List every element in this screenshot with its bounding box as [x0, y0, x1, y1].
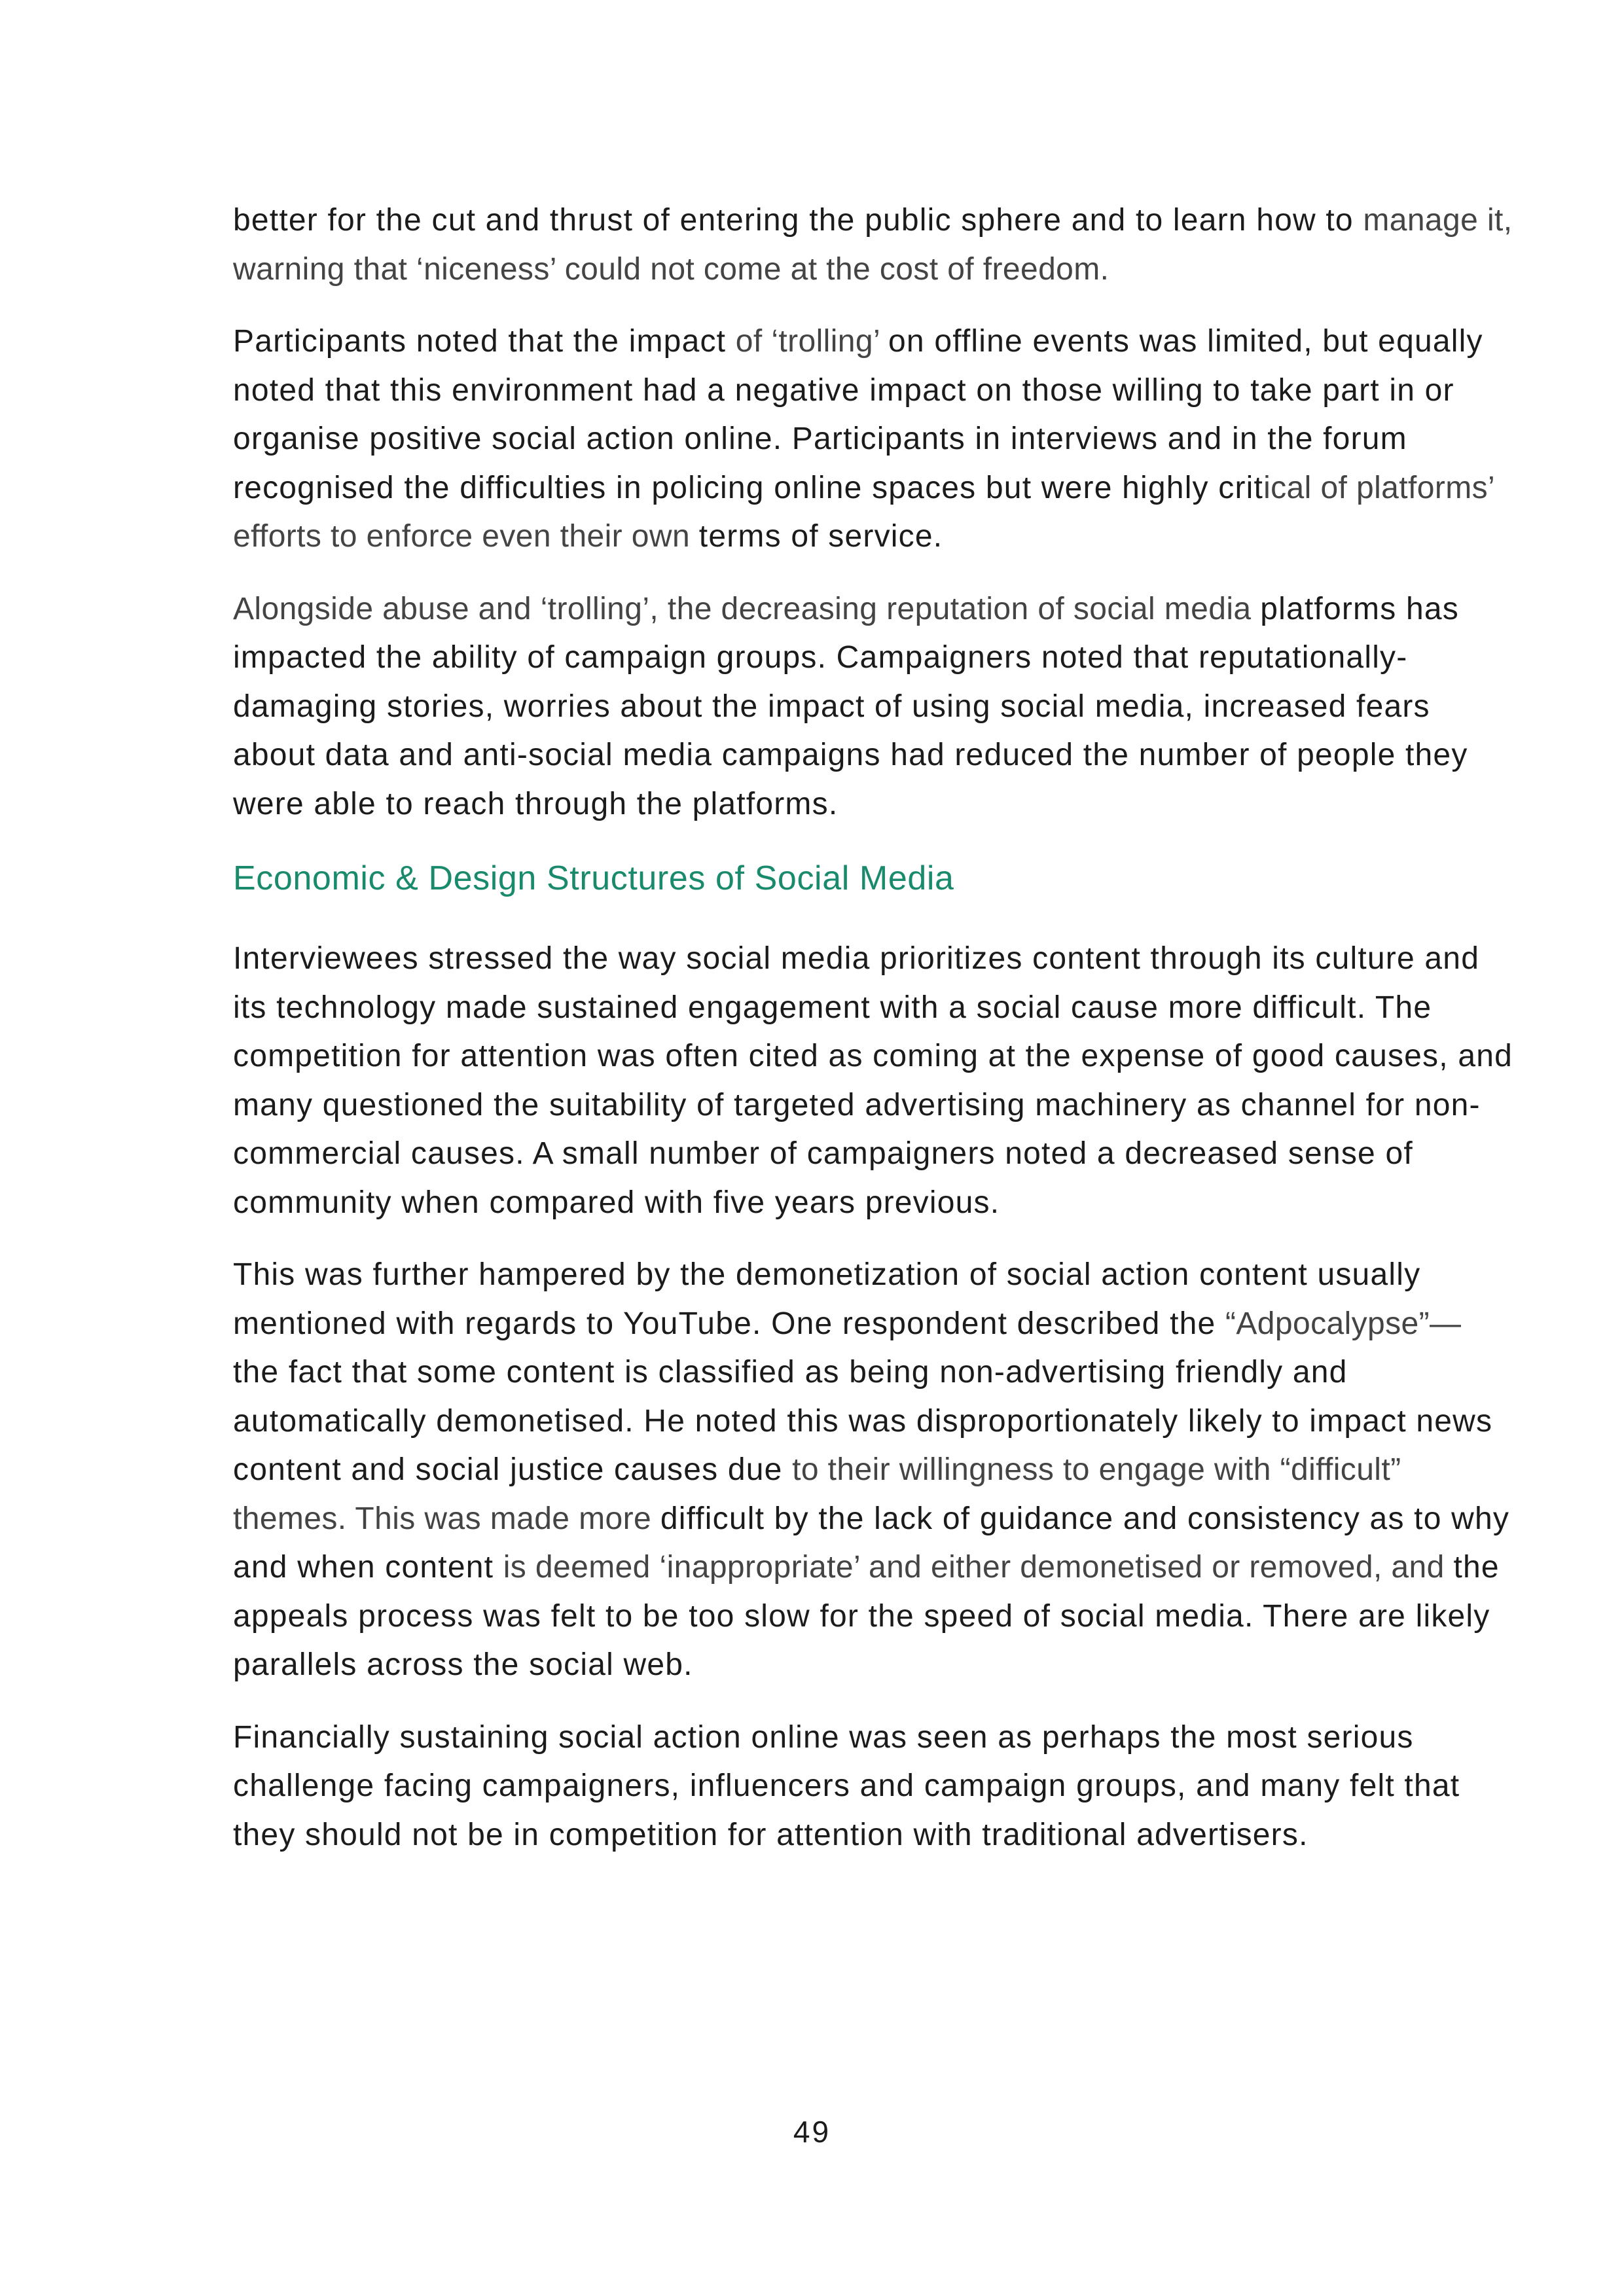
paragraph-interviewees [233, 935, 1516, 1227]
text-segment: on offline events was limited, but equally noted that this environment had a negative impact on those willing to take part in or organise positive social action online. Participants in interviews and in the forum recognised the difficulties in policing online spaces but were highly crit [233, 324, 1483, 505]
text-segment: manage it, warning that ‘niceness’ could not come at the cost of freedom. [233, 203, 1513, 287]
page-content [233, 196, 1516, 1883]
text-segment: “Adpocalypse”— [1225, 1306, 1462, 1341]
page-number: 49 [793, 2115, 831, 2149]
text-segment: the appeals process was felt to be too slow for the speed of social media. There are likely parallels across the social web. [233, 1550, 1500, 1682]
text-segment: ical of platforms’ efforts to enforce even their own [233, 470, 1494, 554]
text-segment: the fact that some content is classified as being non-advertising friendly and automatically demonetised. He noted this was disproportionately likely to impact news content and social justice causes due [233, 1355, 1493, 1487]
section-heading: Economic & Design Structures of Social Media [233, 859, 954, 897]
paragraph-financial [233, 1713, 1516, 1860]
text-segment: platforms has impacted the ability of campaign groups. Campaigners noted that reputationally-damaging stories, worries about the impact of using social media, increased fears about data and anti-social media campaigns had reduced the number of people they were able to reach through the platforms. [233, 591, 1468, 821]
paragraph-demonetization [233, 1251, 1516, 1690]
text-segment: to their willingness to engage with “difficult” themes. This was made more [233, 1452, 1401, 1536]
text-segment: better for the cut and thrust of entering the public sphere and to learn how to [233, 203, 1363, 238]
text-segment: of ‘trolling’ [735, 324, 888, 359]
text-segment: Interviewees stressed the way social media prioritizes content through its culture and its technology made sustained engagement with a social cause more difficult. The competition for attention was often cited as coming at the expense of good causes, and many questioned the suitability of targeted advertising machinery as channel for non-commercial causes. A small number of campaigners noted a decreased sense of community when compared with five years previous. [233, 941, 1513, 1220]
paragraph-reputation [233, 585, 1516, 829]
text-segment: Financially sustaining social action online was seen as perhaps the most serious challenge facing campaigners, influencers and campaign groups, and many felt that they should not be in competition for attention with traditional advertisers. [233, 1719, 1460, 1852]
text-segment: difficult by the lack of guidance and consistency as to why and when content [233, 1501, 1510, 1585]
text-segment: This was further hampered by the demonetization of social action content usually mentioned with regards to YouTube. One respondent described the [233, 1257, 1421, 1341]
text-segment: Participants noted that the impact [233, 324, 736, 359]
paragraph-trolling-impact [233, 317, 1516, 562]
text-segment: terms of service. [698, 519, 943, 554]
paragraph-freedom [233, 196, 1516, 294]
text-segment: is deemed ‘inappropriate’ and either demonetised or removed, and [503, 1550, 1454, 1585]
text-segment: Alongside abuse and ‘trolling’, the decreasing reputation of social media [233, 591, 1261, 626]
